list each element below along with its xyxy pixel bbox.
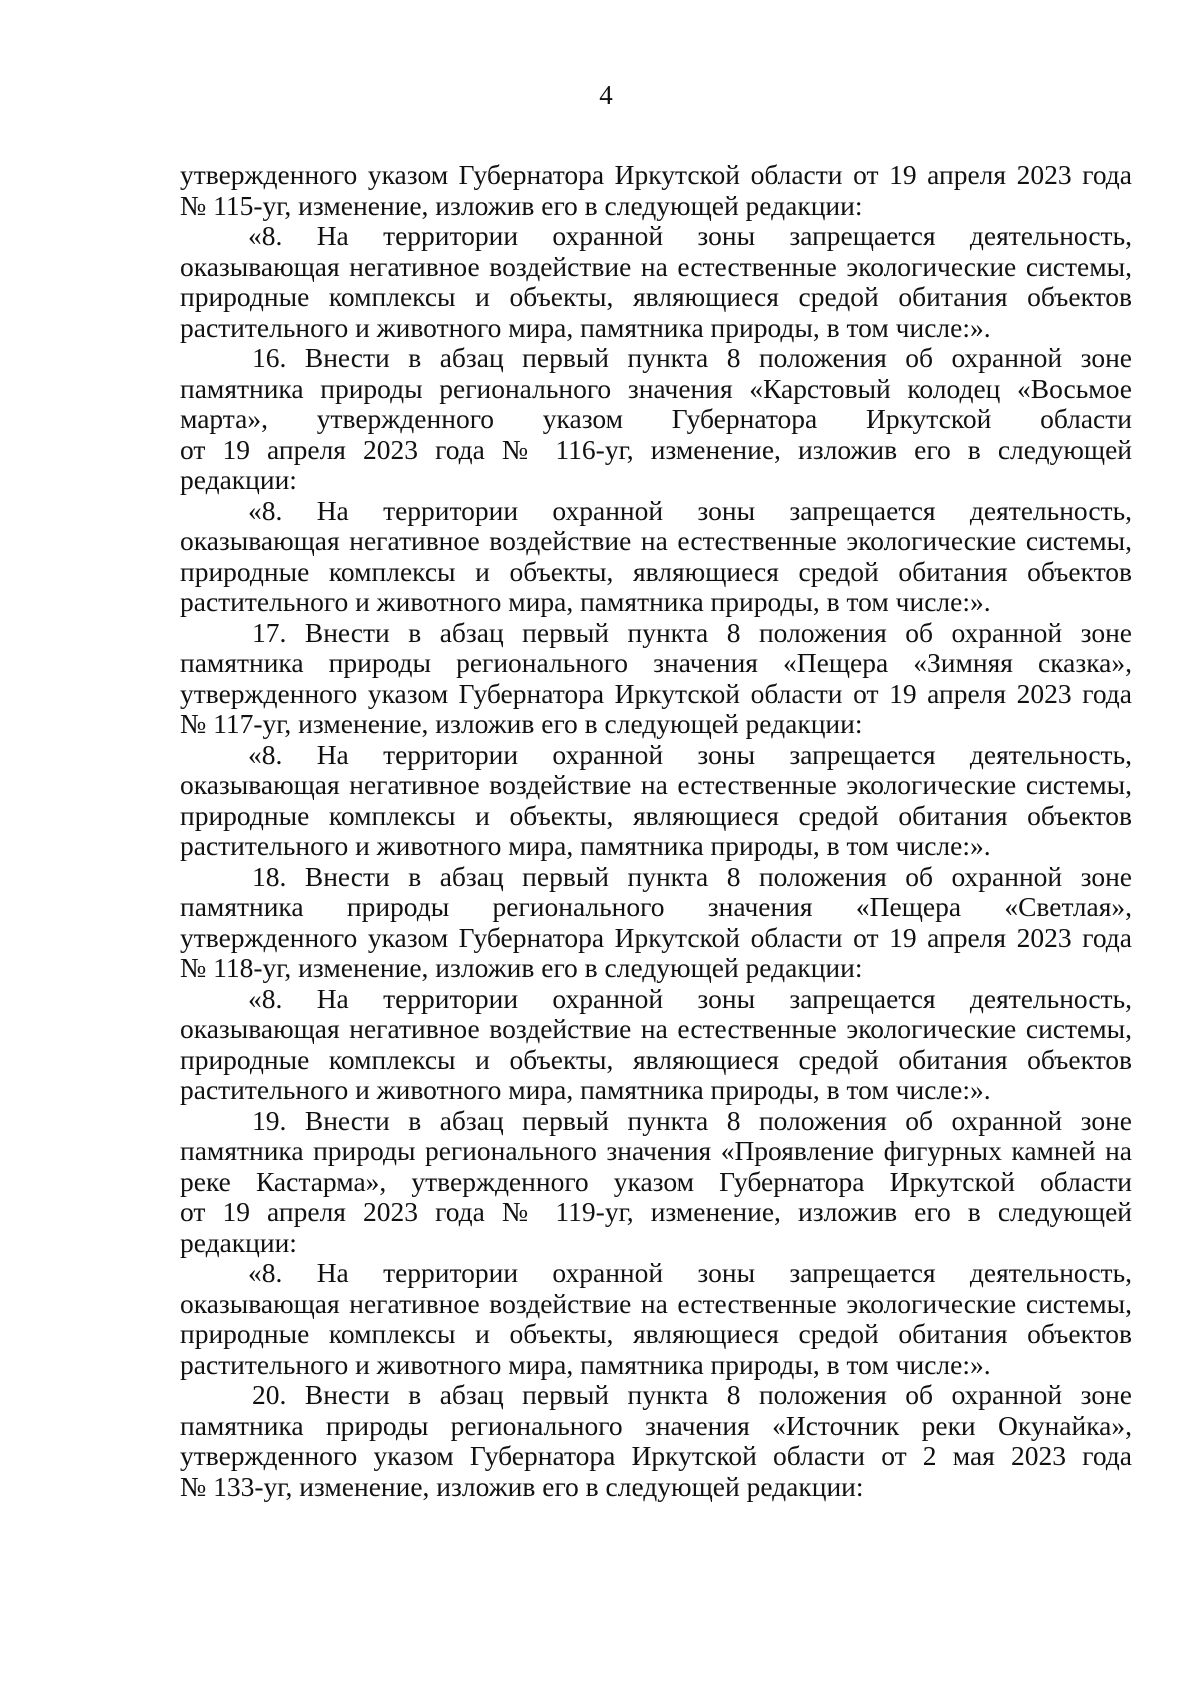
text-line: оказывающая негативное воздействие на естественные экологические системы, bbox=[180, 525, 1132, 556]
text-line: от 19 апреля 2023 года № 116-уг, изменение, изложив его в следующей bbox=[180, 433, 1132, 465]
text-line: утвержденного указом Губернатора Иркутской области от 19 апреля 2023 года bbox=[180, 921, 1132, 953]
text-line: № 133-уг, изменение, изложив его в следующей редакции: bbox=[180, 1470, 864, 1502]
text-line: «8. На территории охранной зоны запрещается деятельность, bbox=[248, 1257, 1132, 1288]
text-line: оказывающая негативное воздействие на естественные экологические системы, bbox=[180, 1013, 1132, 1044]
text-line: растительного и животного мира, памятника природы, в том числе:». bbox=[180, 311, 991, 343]
text-line: 17. Внести в абзац первый пункта 8 положения об охранной зоне bbox=[252, 616, 1132, 648]
text-line: утвержденного указом Губернатора Иркутской области от 2 мая 2023 года bbox=[180, 1440, 1132, 1471]
text-line: марта», утвержденного указом Губернатора Иркутской области bbox=[180, 403, 1132, 434]
text-line: № 115-уг, изменение, изложив его в следующей редакции: bbox=[180, 189, 863, 221]
text-line: «8. На территории охранной зоны запрещается деятельность, bbox=[248, 982, 1132, 1014]
text-line: «8. На территории охранной зоны запрещается деятельность, bbox=[248, 220, 1132, 251]
text-line: редакции: bbox=[180, 1226, 297, 1258]
text-line: 20. Внести в абзац первый пункта 8 положения об охранной зоне bbox=[252, 1379, 1132, 1410]
text-line: памятника природы регионального значения «Источник реки Окунайка», bbox=[180, 1409, 1132, 1441]
page-number: 4 bbox=[599, 80, 613, 110]
text-line: оказывающая негативное воздействие на естественные экологические системы, bbox=[180, 250, 1132, 282]
text-line: памятника природы регионального значения «Пещера «Зимняя сказка», bbox=[180, 647, 1132, 678]
text-line: утвержденного указом Губернатора Иркутской области от 19 апреля 2023 года bbox=[180, 159, 1132, 190]
text-line: 18. Внести в абзац первый пункта 8 положения об охранной зоне bbox=[252, 860, 1132, 892]
text-line: растительного и животного мира, памятника природы, в том числе:». bbox=[180, 586, 991, 617]
text-line: редакции: bbox=[180, 464, 297, 495]
text-line: реке Кастарма», утвержденного указом Губернатора Иркутской области bbox=[180, 1165, 1132, 1197]
text-line: 19. Внести в абзац первый пункта 8 положения об охранной зоне bbox=[252, 1104, 1132, 1136]
text-line: природные комплексы и объекты, являющиеся средой обитания объектов bbox=[180, 1318, 1132, 1349]
text-line: № 117-уг, изменение, изложив его в следующей редакции: bbox=[180, 708, 863, 739]
text-line: памятника природы регионального значения «Карстовый колодец «Восьмое bbox=[180, 372, 1132, 404]
text-line: памятника природы регионального значения «Пещера «Светлая», bbox=[180, 891, 1132, 922]
text-line: растительного и животного мира, памятника природы, в том числе:». bbox=[180, 830, 991, 861]
text-line: «8. На территории охранной зоны запрещается деятельность, bbox=[248, 738, 1132, 770]
text-line: утвержденного указом Губернатора Иркутской области от 19 апреля 2023 года bbox=[180, 677, 1132, 709]
text-line: памятника природы регионального значения «Проявление фигурных камней на bbox=[180, 1135, 1132, 1166]
text-line: растительного и животного мира, памятника природы, в том числе:». bbox=[180, 1348, 991, 1380]
text-line: от 19 апреля 2023 года № 119-уг, изменение, изложив его в следующей bbox=[180, 1196, 1132, 1227]
text-line: природные комплексы и объекты, являющиеся средой обитания объектов bbox=[180, 281, 1132, 312]
text-line: растительного и животного мира, памятника природы, в том числе:». bbox=[180, 1074, 991, 1105]
text-line: 16. Внести в абзац первый пункта 8 положения об охранной зоне bbox=[252, 342, 1132, 373]
text-line: № 118-уг, изменение, изложив его в следующей редакции: bbox=[180, 952, 863, 983]
text-line: природные комплексы и объекты, являющиеся средой обитания объектов bbox=[180, 799, 1132, 831]
text-line: оказывающая негативное воздействие на естественные экологические системы, bbox=[180, 1287, 1132, 1319]
text-line: «8. На территории охранной зоны запрещается деятельность, bbox=[248, 494, 1132, 526]
text-line: оказывающая негативное воздействие на естественные экологические системы, bbox=[180, 769, 1132, 800]
document-body bbox=[180, 160, 1132, 1502]
text-line: природные комплексы и объекты, являющиеся средой обитания объектов bbox=[180, 1043, 1132, 1075]
text-line: природные комплексы и объекты, являющиеся средой обитания объектов bbox=[180, 555, 1132, 587]
